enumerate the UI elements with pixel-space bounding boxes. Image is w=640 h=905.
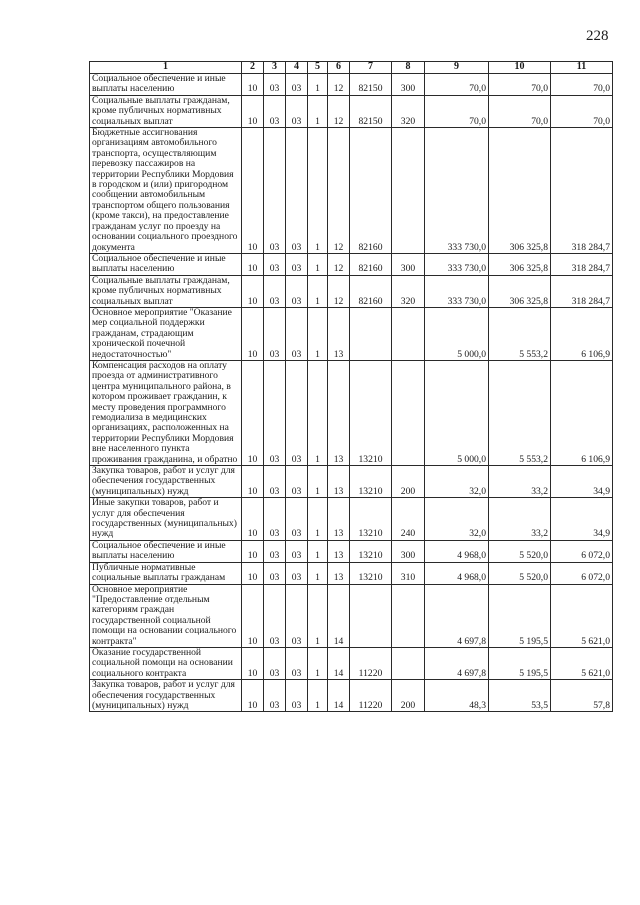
cell-col-2: 10	[242, 498, 264, 541]
cell-col-4: 03	[286, 253, 308, 275]
cell-col-10: 5 195,5	[489, 647, 551, 679]
cell-col-9: 4 697,8	[425, 584, 489, 647]
cell-col-10: 5 553,2	[489, 307, 551, 360]
cell-col-9: 333 730,0	[425, 253, 489, 275]
table-row	[90, 466, 613, 498]
cell-row-name: Социальное обеспечение и иные выплаты населению	[90, 540, 242, 562]
cell-col-8: 200	[392, 680, 425, 712]
cell-col-11: 6 106,9	[551, 360, 613, 465]
cell-col-5: 1	[308, 275, 328, 307]
cell-col-7: 82160	[350, 275, 392, 307]
cell-col-4: 03	[286, 466, 308, 498]
cell-col-8	[392, 128, 425, 254]
cell-col-2: 10	[242, 275, 264, 307]
cell-col-7: 82160	[350, 128, 392, 254]
cell-col-8	[392, 360, 425, 465]
cell-col-7: 82150	[350, 74, 392, 96]
cell-col-7	[350, 584, 392, 647]
cell-col-9: 32,0	[425, 466, 489, 498]
cell-col-10: 70,0	[489, 95, 551, 127]
cell-col-4: 03	[286, 647, 308, 679]
cell-col-9: 4 968,0	[425, 540, 489, 562]
cell-col-5: 1	[308, 562, 328, 584]
cell-col-4: 03	[286, 540, 308, 562]
cell-col-5: 1	[308, 95, 328, 127]
column-header: 5	[308, 62, 328, 74]
cell-col-4: 03	[286, 562, 308, 584]
cell-col-3: 03	[264, 253, 286, 275]
cell-col-10: 5 520,0	[489, 540, 551, 562]
cell-col-2: 10	[242, 253, 264, 275]
cell-col-3: 03	[264, 74, 286, 96]
cell-col-3: 03	[264, 498, 286, 541]
cell-col-11: 5 621,0	[551, 584, 613, 647]
cell-col-7: 11220	[350, 647, 392, 679]
cell-col-11: 6 106,9	[551, 307, 613, 360]
cell-col-8: 240	[392, 498, 425, 541]
cell-col-2: 10	[242, 74, 264, 96]
cell-col-4: 03	[286, 307, 308, 360]
cell-col-2: 10	[242, 360, 264, 465]
cell-col-7: 13210	[350, 360, 392, 465]
cell-col-7	[350, 307, 392, 360]
cell-row-name: Оказание государственной социальной помощи на основании социального контракта	[90, 647, 242, 679]
cell-col-3: 03	[264, 307, 286, 360]
cell-col-7: 82160	[350, 253, 392, 275]
cell-col-5: 1	[308, 498, 328, 541]
cell-col-3: 03	[264, 562, 286, 584]
cell-col-8	[392, 584, 425, 647]
column-header: 4	[286, 62, 308, 74]
cell-col-6: 12	[328, 275, 350, 307]
cell-col-6: 14	[328, 647, 350, 679]
cell-col-8: 300	[392, 253, 425, 275]
cell-col-2: 10	[242, 647, 264, 679]
cell-row-name: Публичные нормативные социальные выплаты гражданам	[90, 562, 242, 584]
cell-col-6: 13	[328, 466, 350, 498]
cell-col-2: 10	[242, 466, 264, 498]
cell-col-9: 48,3	[425, 680, 489, 712]
cell-col-10: 33,2	[489, 466, 551, 498]
cell-col-3: 03	[264, 584, 286, 647]
table-row	[90, 584, 613, 647]
cell-col-7: 82150	[350, 95, 392, 127]
cell-col-7: 13210	[350, 466, 392, 498]
cell-col-7: 13210	[350, 562, 392, 584]
table-row	[90, 275, 613, 307]
cell-col-5: 1	[308, 74, 328, 96]
cell-col-11: 34,9	[551, 466, 613, 498]
cell-col-5: 1	[308, 680, 328, 712]
cell-row-name: Иные закупки товаров, работ и услуг для обеспечения государственных (муниципальных) нужд	[90, 498, 242, 541]
cell-col-3: 03	[264, 466, 286, 498]
cell-col-6: 13	[328, 360, 350, 465]
cell-row-name: Бюджетные ассигнования организациям автомобильного транспорта, осуществляющим перевозку пассажиров на территории Республики Мордовия в городском и (или) пригородном сообщении автомобильным транспортом общего пользования (кроме такси), на предоставление гражданам услуг по проезду на основании социального проездного документа	[90, 128, 242, 254]
cell-col-9: 70,0	[425, 95, 489, 127]
cell-col-6: 12	[328, 74, 350, 96]
cell-col-2: 10	[242, 584, 264, 647]
table-row	[90, 128, 613, 254]
cell-col-11: 5 621,0	[551, 647, 613, 679]
cell-col-8	[392, 647, 425, 679]
cell-col-5: 1	[308, 253, 328, 275]
cell-col-9: 4 697,8	[425, 647, 489, 679]
cell-row-name: Закупка товаров, работ и услуг для обеспечения государственных (муниципальных) нужд	[90, 466, 242, 498]
cell-col-9: 5 000,0	[425, 307, 489, 360]
cell-col-6: 12	[328, 95, 350, 127]
column-header: 11	[551, 62, 613, 74]
cell-row-name: Закупка товаров, работ и услуг для обеспечения государственных (муниципальных) нужд	[90, 680, 242, 712]
cell-col-6: 13	[328, 540, 350, 562]
cell-col-6: 14	[328, 584, 350, 647]
cell-col-10: 5 520,0	[489, 562, 551, 584]
cell-col-2: 10	[242, 680, 264, 712]
cell-col-5: 1	[308, 307, 328, 360]
cell-col-4: 03	[286, 680, 308, 712]
cell-col-3: 03	[264, 275, 286, 307]
cell-col-11: 318 284,7	[551, 128, 613, 254]
table-row	[90, 498, 613, 541]
cell-col-4: 03	[286, 95, 308, 127]
cell-col-3: 03	[264, 95, 286, 127]
cell-col-3: 03	[264, 540, 286, 562]
cell-col-10: 33,2	[489, 498, 551, 541]
table-row	[90, 680, 613, 712]
cell-col-10: 306 325,8	[489, 128, 551, 254]
cell-col-3: 03	[264, 680, 286, 712]
cell-col-4: 03	[286, 498, 308, 541]
cell-row-name: Социальные выплаты гражданам, кроме публичных нормативных социальных выплат	[90, 95, 242, 127]
cell-row-name: Компенсация расходов на оплату проезда от административного центра муниципального района, в котором проживает гражданин, к месту проведения программного гемодиализа в медицинских организациях, расположенных на территории Республики Мордовия вне населенного пункта проживания гражданина, и обратно	[90, 360, 242, 465]
cell-col-5: 1	[308, 360, 328, 465]
column-header: 6	[328, 62, 350, 74]
cell-col-6: 13	[328, 498, 350, 541]
cell-col-8: 300	[392, 540, 425, 562]
table-row	[90, 74, 613, 96]
cell-col-11: 6 072,0	[551, 562, 613, 584]
column-header: 8	[392, 62, 425, 74]
cell-col-7: 13210	[350, 498, 392, 541]
cell-col-9: 32,0	[425, 498, 489, 541]
cell-col-5: 1	[308, 647, 328, 679]
cell-row-name: Социальное обеспечение и иные выплаты населению	[90, 253, 242, 275]
cell-col-9: 5 000,0	[425, 360, 489, 465]
cell-col-7: 13210	[350, 540, 392, 562]
cell-col-9: 333 730,0	[425, 128, 489, 254]
cell-col-5: 1	[308, 540, 328, 562]
table-row	[90, 540, 613, 562]
budget-table	[89, 61, 613, 712]
table-row	[90, 562, 613, 584]
cell-col-10: 70,0	[489, 74, 551, 96]
column-header: 9	[425, 62, 489, 74]
cell-col-11: 318 284,7	[551, 253, 613, 275]
column-header: 10	[489, 62, 551, 74]
cell-col-2: 10	[242, 562, 264, 584]
table-row	[90, 360, 613, 465]
cell-col-5: 1	[308, 466, 328, 498]
cell-col-8: 320	[392, 95, 425, 127]
table-header-row	[90, 62, 613, 74]
cell-row-name: Основное мероприятие "Предоставление отдельным категориям граждан государственной социальной помощи на основании социального контракта"	[90, 584, 242, 647]
cell-col-4: 03	[286, 584, 308, 647]
cell-col-8: 200	[392, 466, 425, 498]
cell-col-6: 12	[328, 128, 350, 254]
column-header: 1	[90, 62, 242, 74]
cell-col-9: 4 968,0	[425, 562, 489, 584]
cell-col-10: 5 553,2	[489, 360, 551, 465]
column-header: 7	[350, 62, 392, 74]
cell-col-4: 03	[286, 360, 308, 465]
cell-col-6: 13	[328, 307, 350, 360]
page-number: 228	[586, 28, 609, 44]
cell-row-name: Социальные выплаты гражданам, кроме публичных нормативных социальных выплат	[90, 275, 242, 307]
cell-col-2: 10	[242, 128, 264, 254]
cell-col-6: 14	[328, 680, 350, 712]
cell-row-name: Основное мероприятие "Оказание мер социальной поддержки гражданам, страдающим хронической почечной недостаточностью"	[90, 307, 242, 360]
cell-row-name: Социальное обеспечение и иные выплаты населению	[90, 74, 242, 96]
cell-col-8: 300	[392, 74, 425, 96]
cell-col-10: 5 195,5	[489, 584, 551, 647]
cell-col-4: 03	[286, 128, 308, 254]
cell-col-4: 03	[286, 74, 308, 96]
table-row	[90, 647, 613, 679]
cell-col-6: 13	[328, 562, 350, 584]
cell-col-8	[392, 307, 425, 360]
cell-col-2: 10	[242, 540, 264, 562]
cell-col-11: 70,0	[551, 95, 613, 127]
cell-col-8: 310	[392, 562, 425, 584]
cell-col-3: 03	[264, 128, 286, 254]
cell-col-9: 70,0	[425, 74, 489, 96]
cell-col-10: 306 325,8	[489, 253, 551, 275]
column-header: 3	[264, 62, 286, 74]
table-row	[90, 95, 613, 127]
cell-col-3: 03	[264, 360, 286, 465]
cell-col-10: 306 325,8	[489, 275, 551, 307]
cell-col-11: 318 284,7	[551, 275, 613, 307]
cell-col-4: 03	[286, 275, 308, 307]
cell-col-2: 10	[242, 307, 264, 360]
cell-col-11: 34,9	[551, 498, 613, 541]
cell-col-11: 70,0	[551, 74, 613, 96]
cell-col-11: 6 072,0	[551, 540, 613, 562]
cell-col-10: 53,5	[489, 680, 551, 712]
cell-col-8: 320	[392, 275, 425, 307]
cell-col-5: 1	[308, 128, 328, 254]
cell-col-7: 11220	[350, 680, 392, 712]
cell-col-9: 333 730,0	[425, 275, 489, 307]
cell-col-2: 10	[242, 95, 264, 127]
cell-col-11: 57,8	[551, 680, 613, 712]
cell-col-3: 03	[264, 647, 286, 679]
table-row	[90, 253, 613, 275]
cell-col-5: 1	[308, 584, 328, 647]
cell-col-6: 12	[328, 253, 350, 275]
column-header: 2	[242, 62, 264, 74]
table-row	[90, 307, 613, 360]
